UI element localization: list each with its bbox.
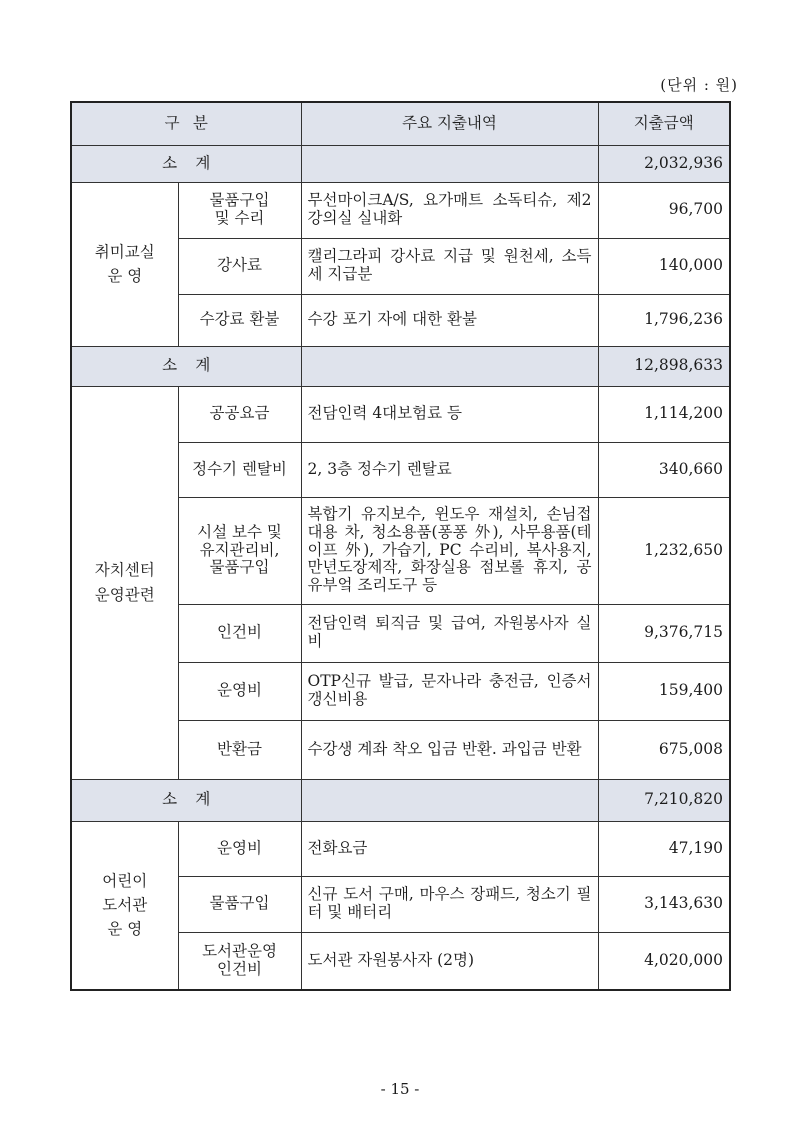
subtotal-label: [71, 346, 301, 386]
amount-cell: 9,376,715: [598, 604, 730, 662]
detail-cell: 2, 3층 정수기 렌탈료: [301, 442, 598, 497]
sub-item-cell: [178, 386, 301, 442]
subtotal-label-b: 계: [195, 790, 211, 809]
table-row: [71, 386, 730, 442]
sub-item-cell: [178, 821, 301, 876]
header-category: [71, 102, 301, 145]
sub-item-label-line: 반환금: [217, 739, 262, 758]
sub-item-cell: [178, 662, 301, 720]
sub-item-cell: [178, 604, 301, 662]
category-cell: [71, 182, 178, 346]
header-category-a: 구: [164, 113, 180, 132]
amount-cell: 96,700: [598, 182, 730, 238]
header-amount: 지출금액: [598, 102, 730, 145]
category-label-line: 운영관련: [94, 585, 155, 604]
subtotal-row: [71, 779, 730, 821]
amount-cell: 47,190: [598, 821, 730, 876]
sub-item-label-line: 공공요금: [209, 404, 270, 423]
amount-cell: 140,000: [598, 238, 730, 294]
amount-cell: 159,400: [598, 662, 730, 720]
detail-cell: 수강 포기 자에 대한 환불: [301, 294, 598, 346]
subtotal-label: [71, 145, 301, 182]
sub-item-label-line: 인건비: [217, 959, 262, 978]
sub-item-label-line: 및 수리: [214, 209, 265, 227]
category-label-line: 도서관: [102, 896, 148, 915]
category-label-line: 운 영: [107, 920, 143, 939]
detail-cell: 무선마이크A/S, 요가매트 소독티슈, 제2강의실 실내화: [301, 182, 598, 238]
sub-item-label-line: 강사료: [217, 256, 262, 275]
table-row: [71, 821, 730, 876]
category-label-line: 운 영: [107, 267, 143, 285]
sub-item-cell: [178, 238, 301, 294]
subtotal-label-b: 계: [195, 356, 211, 375]
sub-item-label-line: 정수기 렌탈비: [192, 459, 287, 478]
subtotal-amount: 2,032,936: [598, 145, 730, 182]
detail-cell: 전담인력 4대보험료 등: [301, 386, 598, 442]
expense-table: [70, 101, 731, 991]
sub-item-label-line: 수강료 환불: [199, 310, 280, 329]
amount-cell: 3,143,630: [598, 876, 730, 932]
detail-cell: 복합기 유지보수, 윈도우 재설치, 손님접대용 차, 청소용품(퐁퐁 外), 사무용품(테이프 外), 가습기, PC 수리비, 복사용지, 만년도장제작, 화장실용 점보롤 휴지, 공유부엌 조리도구 등: [301, 497, 598, 604]
sub-item-cell: [178, 497, 301, 604]
header-details: 주요 지출내역: [301, 102, 598, 145]
detail-cell: 캘리그라피 강사료 지급 및 원천세, 소득세 지급분: [301, 238, 598, 294]
amount-cell: 1,232,650: [598, 497, 730, 604]
amount-cell: 675,008: [598, 720, 730, 779]
sub-item-cell: [178, 720, 301, 779]
subtotal-empty-cell: [301, 145, 598, 182]
page-number: - 15 -: [380, 1080, 420, 1098]
category-label-line: 취미교실: [94, 242, 155, 261]
sub-item-label-line: 시설 보수 및: [197, 522, 282, 541]
subtotal-label-a: 소: [162, 356, 178, 375]
detail-cell: 신규 도서 구매, 마우스 장패드, 청소기 필터 및 배터리: [301, 876, 598, 932]
subtotal-label: [71, 779, 301, 821]
category-label-line: 어린이: [102, 872, 148, 891]
amount-cell: 4,020,000: [598, 932, 730, 990]
amount-cell: 1,114,200: [598, 386, 730, 442]
sub-item-label-line: 인건비: [217, 623, 262, 642]
table-header-row: [71, 102, 730, 145]
subtotal-empty-cell: [301, 346, 598, 386]
unit-note: (단위 : 원): [660, 76, 738, 94]
subtotal-row: [71, 346, 730, 386]
amount-cell: 340,660: [598, 442, 730, 497]
detail-cell: 수강생 계좌 착오 입금 반환. 과입금 반환: [301, 720, 598, 779]
subtotal-label-b: 계: [195, 153, 211, 172]
sub-item-label-line: 도서관운영: [202, 941, 277, 960]
sub-item-cell: [178, 442, 301, 497]
detail-cell: 도서관 자원봉사자 (2명): [301, 932, 598, 990]
subtotal-label-a: 소: [162, 153, 178, 172]
header-category-b: 분: [192, 113, 208, 132]
sub-item-cell: [178, 182, 301, 238]
sub-item-cell: [178, 932, 301, 990]
category-cell: [71, 821, 178, 990]
sub-item-label-line: 물품구입: [209, 894, 270, 913]
subtotal-empty-cell: [301, 779, 598, 821]
sub-item-cell: [178, 294, 301, 346]
subtotal-row: [71, 145, 730, 182]
sub-item-cell: [178, 876, 301, 932]
category-cell: [71, 386, 178, 779]
table-row: [71, 182, 730, 238]
subtotal-amount: 7,210,820: [598, 779, 730, 821]
subtotal-label-a: 소: [162, 790, 178, 809]
sub-item-label-line: 운영비: [217, 681, 262, 700]
detail-cell: OTP신규 발급, 문자나라 충전금, 인증서갱신비용: [301, 662, 598, 720]
sub-item-label-line: 유지관리비,: [199, 540, 280, 559]
detail-cell: 전담인력 퇴직금 및 급여, 자원봉사자 실비: [301, 604, 598, 662]
category-label-line: 자치센터: [94, 561, 155, 580]
detail-cell: 전화요금: [301, 821, 598, 876]
sub-item-label-line: 물품구입: [209, 558, 270, 577]
subtotal-amount: 12,898,633: [598, 346, 730, 386]
sub-item-label-line: 운영비: [217, 838, 262, 857]
sub-item-label-line: 물품구입: [209, 191, 270, 210]
amount-cell: 1,796,236: [598, 294, 730, 346]
